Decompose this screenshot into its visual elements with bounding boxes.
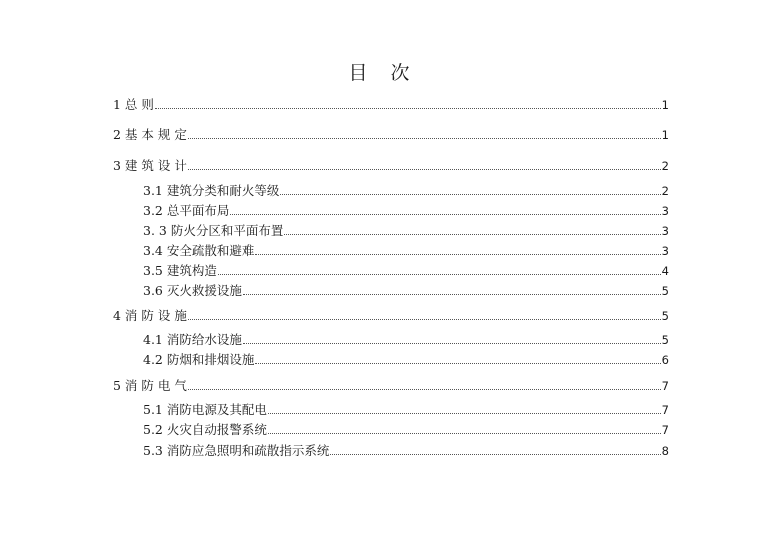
toc-page-number: 8 xyxy=(661,444,669,458)
toc-entry-3-5[interactable] xyxy=(143,261,669,281)
toc-page-number: 5 xyxy=(661,333,669,347)
leader-dots xyxy=(188,169,661,170)
leader-dots xyxy=(280,194,660,195)
toc-entry-label: 3.5 建筑构造 xyxy=(143,263,217,278)
toc-page-number: 3 xyxy=(661,224,669,238)
toc-page-number: 7 xyxy=(661,403,669,417)
toc-page-number: 4 xyxy=(661,264,669,278)
toc-entry-label: 5 消 防 电 气 xyxy=(113,378,187,393)
toc-page-number: 5 xyxy=(661,284,669,298)
leader-dots xyxy=(255,254,660,255)
toc-entry-4[interactable] xyxy=(113,306,669,326)
leader-dots xyxy=(284,234,660,235)
toc-entry-3-6[interactable] xyxy=(143,281,669,301)
toc-entry-3-4[interactable] xyxy=(143,241,669,261)
toc-entry-label: 3.4 安全疏散和避难 xyxy=(143,243,255,258)
page-title: 目 次 xyxy=(348,62,412,84)
toc-entry-label: 3.2 总平面布局 xyxy=(143,203,230,218)
toc-entry-label: 5.2 火灾自动报警系统 xyxy=(143,422,267,437)
toc-entry-5[interactable] xyxy=(113,376,669,396)
leader-dots xyxy=(155,108,661,109)
toc-entry-5-3[interactable] xyxy=(143,441,669,461)
leader-dots xyxy=(243,343,661,344)
toc-page-number: 7 xyxy=(661,379,669,393)
toc-entry-4-1[interactable] xyxy=(143,330,669,350)
leader-dots xyxy=(188,389,661,390)
leader-dots xyxy=(243,294,661,295)
toc-page-number: 3 xyxy=(661,244,669,258)
leader-dots xyxy=(188,319,661,320)
toc-entry-3[interactable] xyxy=(113,156,669,176)
leader-dots xyxy=(268,433,661,434)
toc-entry-label: 3 建 筑 设 计 xyxy=(113,158,187,173)
toc-entry-5-1[interactable] xyxy=(143,400,669,420)
leader-dots xyxy=(330,454,660,455)
toc-entry-label: 3. 3 防火分区和平面布置 xyxy=(143,223,284,238)
toc-entry-label: 5.3 消防应急照明和疏散指示系统 xyxy=(143,443,330,458)
toc-entry-label: 3.6 灭火救援设施 xyxy=(143,283,242,298)
toc-entry-label: 3.1 建筑分类和耐火等级 xyxy=(143,183,280,198)
leader-dots xyxy=(268,413,661,414)
leader-dots xyxy=(188,138,661,139)
toc-entry-label: 4 消 防 设 施 xyxy=(113,308,187,323)
toc-page-number: 2 xyxy=(661,159,669,173)
toc-page-number: 6 xyxy=(661,353,669,367)
toc-entry-label: 2 基 本 规 定 xyxy=(113,127,187,142)
toc-entry-2[interactable] xyxy=(113,125,669,145)
toc-page-number: 1 xyxy=(661,98,669,112)
toc-entry-3-1[interactable] xyxy=(143,181,669,201)
leader-dots xyxy=(230,214,660,215)
toc-page-number: 5 xyxy=(661,309,669,323)
toc-entry-label: 5.1 消防电源及其配电 xyxy=(143,402,267,417)
toc-page-number: 7 xyxy=(661,423,669,437)
toc-entry-3-2[interactable] xyxy=(143,201,669,221)
toc-page-number: 3 xyxy=(661,204,669,218)
toc-entry-3-3[interactable] xyxy=(143,221,669,241)
toc-entry-label: 1 总 则 xyxy=(113,97,154,112)
toc-entry-label: 4.2 防烟和排烟设施 xyxy=(143,352,255,367)
toc-entry-label: 4.1 消防给水设施 xyxy=(143,332,242,347)
leader-dots xyxy=(255,363,660,364)
toc-page-number: 2 xyxy=(661,184,669,198)
toc-entry-4-2[interactable] xyxy=(143,350,669,370)
toc-entry-5-2[interactable] xyxy=(143,420,669,440)
toc-entry-1[interactable] xyxy=(113,95,669,115)
leader-dots xyxy=(218,274,661,275)
toc-page-number: 1 xyxy=(661,128,669,142)
